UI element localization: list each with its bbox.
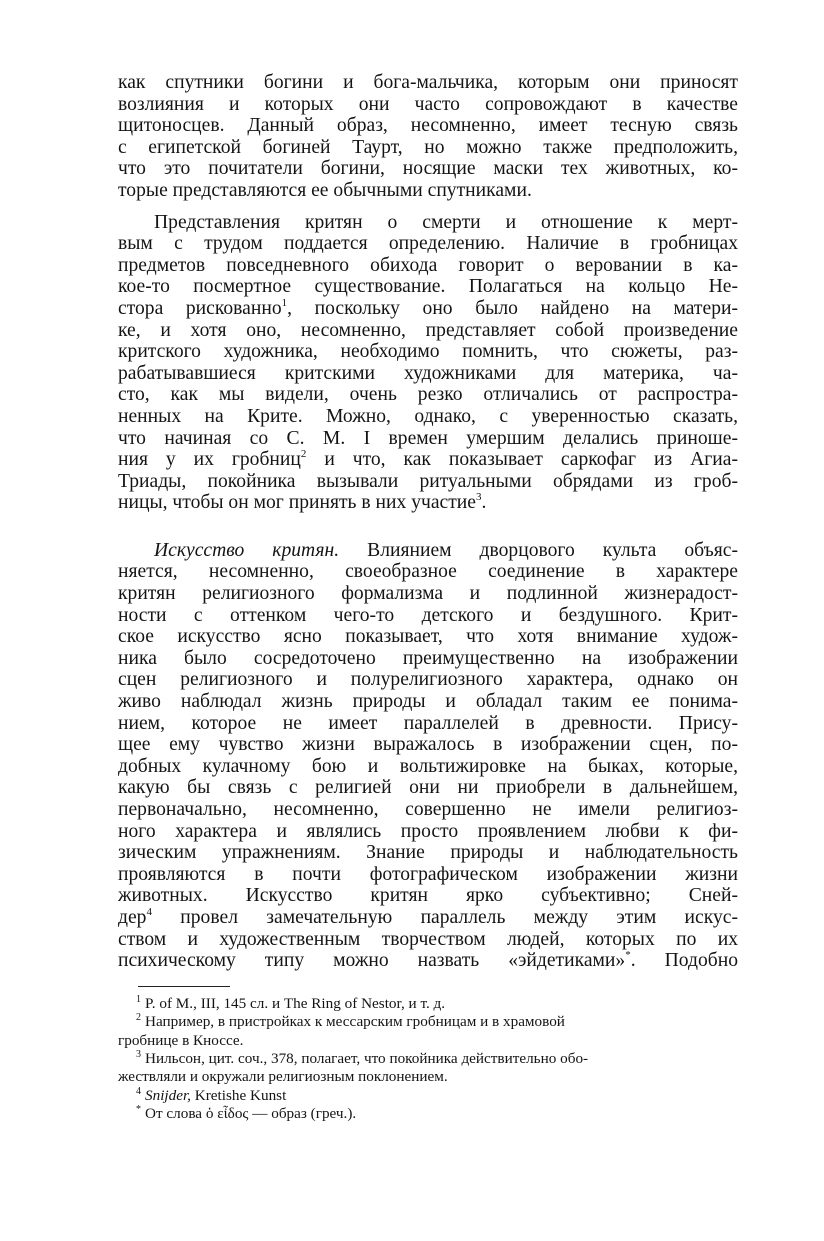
- footnote-number: 4: [136, 1085, 141, 1097]
- footnote-number: 3: [136, 1048, 141, 1060]
- book-page: [118, 72, 738, 1124]
- footnote-text: Нильсон, цит. соч., 378, полагает, что покойника действительно обо-: [145, 1049, 589, 1067]
- text-line: Представления критян о смерти и отношение к мерт-: [154, 211, 738, 233]
- text-line: сто, как мы видели, очень резко отличались от распростра-: [118, 384, 738, 406]
- text-line: ненных на Крите. Можно, однако, с уверенностью сказать,: [118, 405, 738, 427]
- text-line: зическим упражнениям. Знание природы и наблюдательность: [118, 842, 738, 864]
- text-span: Влиянием дворцового культа объяс-: [339, 539, 738, 561]
- paragraph-3: [118, 540, 738, 972]
- text-line: критского художника, необходимо помнить, что сюжеты, раз-: [118, 341, 738, 363]
- text-line: ного характера и являлись просто проявлением любви к фи-: [118, 820, 738, 842]
- text-span: ницы, чтобы он мог принять в них участие: [118, 492, 476, 514]
- text-span: ния у их гробниц: [118, 449, 301, 471]
- footnote-3: [118, 1050, 738, 1068]
- text-line: какую бы связь с религией они ни приобрели в дальнейшем,: [118, 777, 738, 799]
- footnote-ref-1[interactable]: 1: [281, 296, 288, 309]
- text-line: Триады, покойника вызывали ритуальными обрядами из гроб-: [118, 470, 738, 492]
- text-line: [118, 449, 738, 471]
- footnote-text: От слова ὁ εἶδος — образ (греч.).: [145, 1105, 357, 1123]
- text-line: щее ему чувство жизни выражалось в изображении сцен, по-: [118, 734, 738, 756]
- footnote-number: 2: [136, 1012, 141, 1024]
- text-line: нием, которое не имеет параллелей в древности. Прису-: [118, 712, 738, 734]
- footnote-5: [118, 1105, 738, 1123]
- text-line: няется, несомненно, своеобразное соединение в характере: [118, 561, 738, 583]
- footnote-number: 1: [136, 993, 141, 1005]
- footnote-text: P. of M., III, 145 сл. и The Ring of Nestor, и т. д.: [145, 994, 446, 1012]
- footnote-1: [118, 995, 738, 1013]
- text-line: добных кулачному бою и вольтижировке на быках, которые,: [118, 755, 738, 777]
- text-span: , поскольку оно было найдено на матери-: [287, 297, 739, 319]
- footnote-ref-3[interactable]: 3: [476, 491, 482, 504]
- text-line: ством и художественным творчеством людей, которых по их: [118, 928, 738, 950]
- text-line: кое-то посмертное существование. Полагаться на кольцо Не-: [118, 276, 738, 298]
- paragraph-1: [118, 72, 738, 202]
- text-line: животных. Искусство критян ярко субъективно; Сней-: [118, 885, 738, 907]
- text-line: что это почитатели богини, носящие маски тех животных, ко-: [118, 158, 738, 180]
- text-line: живо наблюдал жизнь природы и обладал таким ее понима-: [118, 691, 738, 713]
- footnote-number: *: [136, 1104, 141, 1116]
- footnote-2-continuation: гробнице в Кноссе.: [118, 1031, 244, 1049]
- text-line: проявляются в почти фотографическом изображении жизни: [118, 863, 738, 885]
- text-line: первоначально, несомненно, совершенно не имели религиоз-: [118, 799, 738, 820]
- text-span: психическому типу можно назвать «эйдетиками»: [118, 950, 626, 972]
- footnote-ref-2[interactable]: 2: [300, 448, 307, 461]
- text-line: [118, 298, 738, 320]
- text-line: торые представляются ее обычными спутниками.: [118, 179, 532, 201]
- text-line: ке, и хотя оно, несомненно, представляет собой произведение: [118, 319, 738, 341]
- footnote-ref-4[interactable]: 4: [146, 905, 152, 918]
- text-line: рабатывавшиеся критскими художниками для материка, ча-: [118, 362, 738, 384]
- text-span: дер: [118, 906, 147, 928]
- footnote-divider: [138, 986, 230, 987]
- text-line: предметов повседневного обихода говорит о веровании в ка-: [118, 254, 738, 276]
- paragraph-2: [118, 212, 738, 514]
- text-span: . Подобно: [630, 950, 738, 972]
- section-heading: Искусство критян.: [154, 539, 340, 561]
- text-span: и что, как показывает саркофаг из Агиа-: [306, 449, 738, 471]
- footnote-text: Например, в пристройках к мессарским гробницам и в храмовой: [145, 1013, 565, 1031]
- text-line: что начиная со С. М. I времен умершим делались приноше-: [118, 427, 738, 449]
- text-line: возлияния и которых они часто сопровождают в качестве: [118, 93, 738, 115]
- text-line: ское искусство ясно показывает, что хотя внимание худож-: [118, 626, 738, 648]
- footnotes: [118, 995, 738, 1124]
- text-span: стора рискованно: [118, 297, 282, 319]
- footnote-text: Kretishe Kunst: [190, 1086, 287, 1104]
- text-line: критян религиозного формализма и подлинной жизнерадост-: [118, 583, 738, 605]
- footnote-3-continuation: жествляли и окружали религиозным поклонением.: [118, 1068, 448, 1086]
- text-line: как спутники богини и бога-мальчика, которым они приносят: [118, 72, 738, 93]
- footnote-ref-5[interactable]: *: [625, 949, 631, 962]
- text-line: [118, 950, 738, 972]
- footnote-2: [118, 1013, 738, 1031]
- text-line: сцен религиозного и полурелигиозного характера, однако он: [118, 669, 738, 691]
- text-line: щитоносцев. Данный образ, несомненно, имеет тесную связь: [118, 115, 738, 137]
- text-line: [118, 540, 738, 562]
- text-line: с египетской богиней Таурт, но можно также предположить,: [118, 136, 738, 158]
- footnote-author: Snijder,: [145, 1086, 191, 1104]
- text-span: провел замечательную параллель между этим искус-: [151, 906, 738, 928]
- text-line: ности с оттенком чего-то детского и бездушного. Крит-: [118, 604, 738, 626]
- text-line: [118, 492, 738, 514]
- footnote-4: [118, 1087, 738, 1105]
- text-line: [118, 907, 738, 929]
- text-line: вым с трудом поддается определению. Наличие в гробницах: [118, 233, 738, 255]
- text-span: .: [481, 492, 487, 514]
- text-line: ника было сосредоточено преимущественно на изображении: [118, 647, 738, 669]
